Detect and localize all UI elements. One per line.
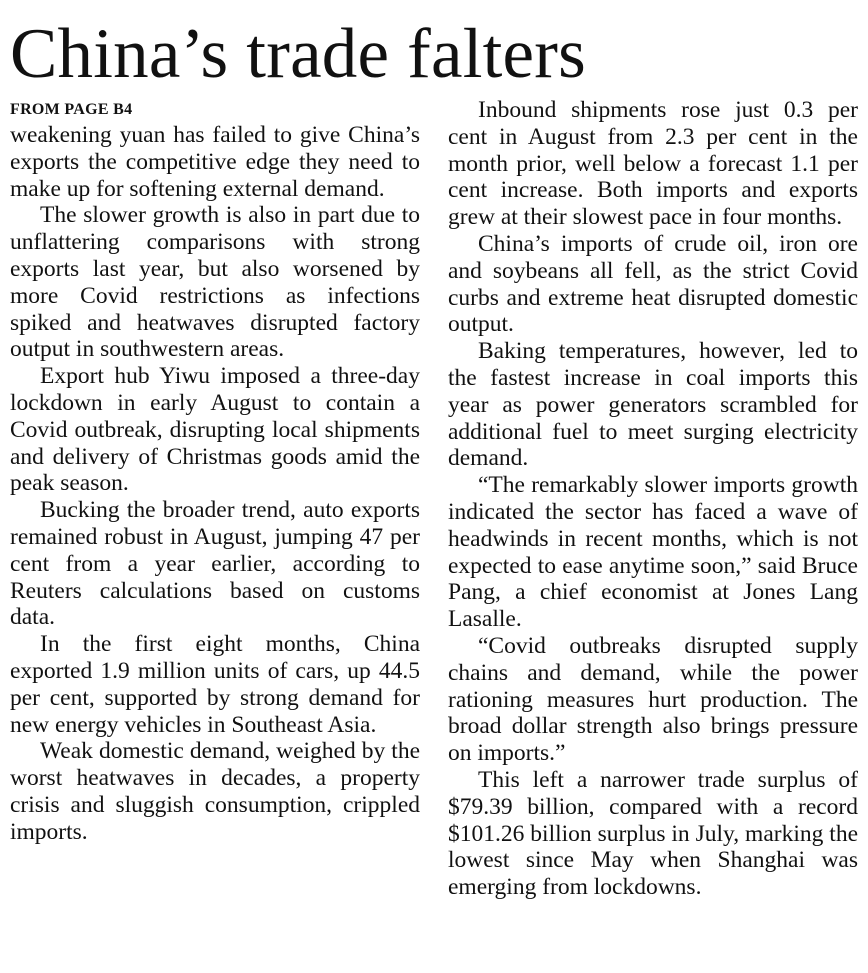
- paragraph: Bucking the broader trend, auto exports remained robust in August, jumping 47 per cent from a year earlier, according to Reuters calculations based on customs data.: [10, 497, 420, 631]
- paragraph: Export hub Yiwu imposed a three-day lockdown in early August to contain a Covid outbreak, disrupting local shipments and delivery of Christmas goods amid the peak season.: [10, 363, 420, 497]
- paragraph: In the first eight months, China exported 1.9 million units of cars, up 44.5 per cent, supported by strong demand for new energy vehicles in Southeast Asia.: [10, 631, 420, 738]
- paragraph: “The remarkably slower imports growth indicated the sector has faced a wave of headwinds in recent months, which is not expected to ease anytime soon,” said Bruce Pang, a chief economist at Jones Lang Lasalle.: [448, 472, 858, 633]
- paragraph: weakening yuan has failed to give China’s exports the competitive edge they need to make up for softening external demand.: [10, 122, 420, 202]
- paragraph: Weak domestic demand, weighed by the worst heatwaves in decades, a property crisis and sluggish consumption, crippled imports.: [10, 738, 420, 845]
- article-column-left: [10, 122, 420, 846]
- paragraph: This left a narrower trade surplus of $79.39 billion, compared with a record $101.26 billion surplus in July, marking the lowest since May when Shanghai was emerging from lockdowns.: [448, 766, 858, 901]
- article-column-right: [448, 97, 858, 901]
- paragraph: Baking temperatures, however, led to the fastest increase in coal imports this year as power generators scrambled for additional fuel to meet surging electricity demand.: [448, 338, 858, 472]
- paragraph: China’s imports of crude oil, iron ore and soybeans all fell, as the strict Covid curbs and extreme heat disrupted domestic output.: [448, 230, 858, 338]
- paragraph: “Covid outbreaks disrupted supply chains and demand, while the power rationing measures hurt production. The broad dollar strength also brings pressure on imports.”: [448, 632, 858, 767]
- paragraph: The slower growth is also in part due to unflattering comparisons with strong exports last year, but also worsened by more Covid restrictions as infections spiked and heatwaves disrupted factory output in southwestern areas.: [10, 202, 420, 363]
- headline: China’s trade falters: [10, 15, 586, 93]
- paragraph: Inbound shipments rose just 0.3 per cent in August from 2.3 per cent in the month prior, well below a forecast 1.1 per cent increase. Both imports and exports grew at their slowest pace in four months.: [448, 97, 858, 231]
- jump-line: FROM PAGE B4: [10, 101, 133, 118]
